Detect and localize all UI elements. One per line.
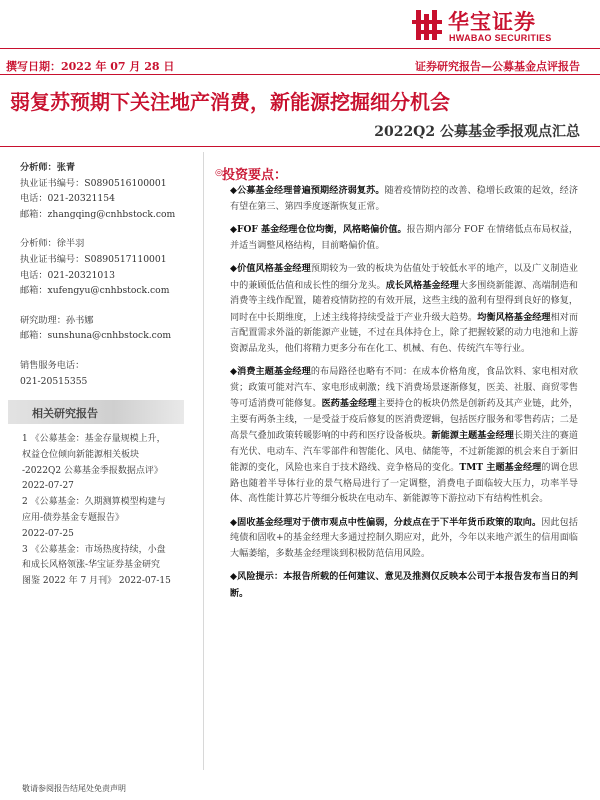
key-point-text: 长期关注的赛道有光伏、电动车、汽车零部件和智能化、风电、储能等，不过新能源的机会来自于新旧能源的变化，风险也来自于技术路线、竞争格局的变化。 [230,431,578,473]
analyst-phone: 电话：021-20321013 [20,269,115,281]
related-line: 2 《公募基金：久期测算模型构建与 [22,497,166,508]
analyst-email[interactable]: 邮箱：xufengyu@cnhbstock.com [20,285,170,297]
key-point-text: 主要持仓的板块仍然是创新药及其产业链，此外，主要有两条主线，一是受益于疫后修复的医消费逻辑，包括医疗服务和零售药店；二是高景气叠加政策转暖影响的中药和医疗设备板块。 [230,399,578,441]
key-point-paragraph [230,261,578,357]
related-date: 2022-07-27 [22,481,74,492]
related-line: 3 《公募基金：市场热度持续，小盘 [22,544,166,555]
brand-logo-icon [412,8,442,42]
assistant-email[interactable]: 邮箱：sunshuna@cnhbstock.com [20,330,172,342]
key-point-lead: ◆固收基金经理对于债市观点中性偏弱，分歧点在于下半年货币政策的取向。 [230,516,542,528]
analyst-name: 分析师：徐半羽 [20,238,85,250]
list-item[interactable] [22,495,192,542]
key-point-text: 因此包括纯债和固收+的基金经理大多通过控制久期应对，此外，今年以来地产派生的信用面临大幅萎缩，多数基金经理谈到积极防范信用风险。 [230,517,578,559]
analyst-phone: 电话：021-20321154 [20,193,115,205]
key-point-text: 报告期内部分 FOF 在情绪低点布局权益，并适当调整风格结构，目前略偏价值。 [230,225,579,251]
key-point-text: 预期较为一致的板块为估值处于较低水平的地产，以及广义制造业中的兼顾低估值和成长性的细分龙头。 [230,264,578,291]
meta-divider [0,74,600,75]
key-point-text: 相对而言配置需求外溢的新能源产业链，不过在具体持仓上，除了把握较紧的动力电池和上游资源品龙头，他们将精力更多分布在化工、机械、有色、传统汽车等行业。 [230,312,578,354]
key-point-paragraph [230,364,578,508]
page-title: 弱复苏预期下关注地产消费，新能源挖掘细分机会 [10,90,450,114]
key-points-heading: 投资要点： [222,168,288,183]
related-line: -2022Q2 公募基金季报数据点评》 [22,465,163,476]
key-point-lead: TMT 主题基金经理 [459,462,542,473]
sales-phone: 021-20515355 [20,375,88,387]
header-divider [0,48,600,49]
report-category: 证券研究报告—公募基金点评报告 [415,60,580,73]
brand-name-en: HWABAO SECURITIES [449,33,552,43]
key-point-lead: ◆价值风格基金经理 [230,263,311,274]
key-points-body [230,183,578,609]
page-subtitle: 2022Q2 公募基金季报观点汇总 [374,124,580,140]
target-icon: ◎ [215,168,223,178]
key-point-paragraph [230,569,578,602]
key-point-paragraph [230,515,578,563]
related-reports-list [22,432,192,590]
list-item[interactable] [22,432,192,495]
brand-logo [412,6,580,46]
key-point-lead: 新能源主题基金经理 [431,430,514,441]
key-point-lead: ◆FOF 基金经理仓位均衡，风格略偏价值。 [230,224,407,235]
analyst-license: 执业证书编号：S0890517110001 [20,253,167,265]
column-divider [203,152,204,770]
brand-name-cn: 华宝证券 [448,10,536,34]
report-date: 撰写日期：2022 年 07 月 28 日 [6,60,175,73]
analyst-panel [20,150,196,389]
analyst-email[interactable]: 邮箱：zhangqing@cnhbstock.com [20,208,176,220]
related-line: 应用-债券基金专题报告》 [22,512,125,523]
sales-label: 销售服务电话： [20,359,85,371]
key-point-lead: ◆公募基金经理普遍预期经济弱复苏。 [230,185,385,196]
related-line: 1 《公募基金：基金存量规模上升， [22,434,166,444]
key-point-text: 的布局路径也略有不同：在成本价格角度，食品饮料、家电相对欣赏；政策可能对汽车、家电形成刺激；线下消费场景逐渐修复，医美、社服、商贸零售等可适消费可能修复。 [230,367,578,409]
key-point-text: 的调仓思路也随着半导体行业的景气格局进行了一定调整，消费电子面临较大压力，功率半导体、高性能计算芯片等细分板块在电动车、新能源等下游拉动下有结构性机会。 [230,463,578,504]
key-point-lead: ◆消费主题基金经理 [230,366,311,377]
related-line: 图鉴 2022 年 7 月刊》 2022-07-15 [22,576,171,587]
key-point-paragraph [230,222,578,254]
title-divider [0,146,600,147]
key-point-lead: 均衡风格基金经理 [477,311,551,323]
related-reports-title: 相关研究报告 [32,407,98,420]
key-point-text: 大多围绕新能源、高端制造和消费等主线作配置，随着疫情防控的有效开展，这些主线的盈利有望得到良好的修复，同时在中长期维度，上述主线将持续受益于产业升级大趋势。 [230,280,578,323]
analyst-license: 执业证书编号：S0890516100001 [20,177,167,189]
list-item[interactable] [22,543,192,590]
key-point-lead: 成长风格基金经理 [385,279,459,291]
related-reports-header [8,400,184,424]
footer-disclaimer: 敬请参阅报告结尾处免责声明 [22,784,126,793]
key-point-text: 随着疫情防控的改善、稳增长政策的起效，经济有望在第三、第四季度逐渐恢复正常。 [230,186,578,212]
assistant-name: 研究助理：孙书娜 [20,314,94,326]
related-line: 权益仓位倾向新能源相关板块 [22,449,140,460]
key-point-lead: 医药基金经理 [321,398,377,409]
analyst-name: 分析师：张青 [20,162,76,173]
related-date: 2022-07-25 [22,528,74,539]
key-point-paragraph [230,183,578,215]
related-line: 和成长风格领涨-华宝证券基金研究 [22,560,161,571]
risk-warning: ◆风险提示：本报告所载的任何建议、意见及推测仅反映本公司于本报告发布当日的判断。 [230,571,578,599]
